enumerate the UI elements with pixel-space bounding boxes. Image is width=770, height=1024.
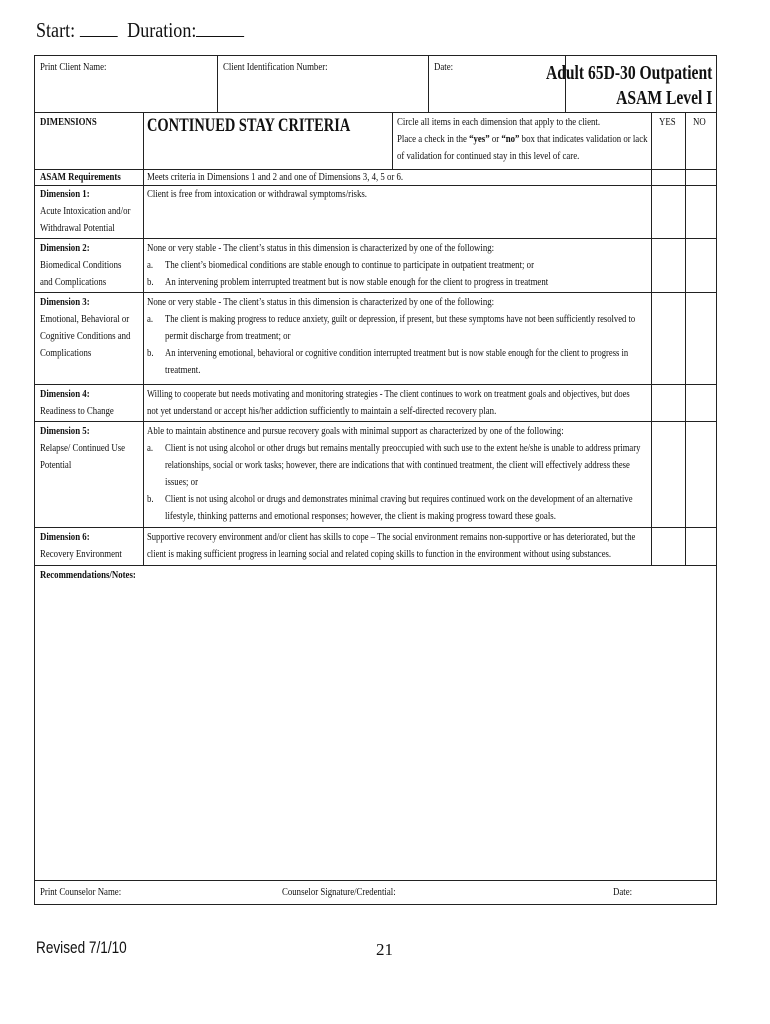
dimension-4-no-box[interactable]: [686, 385, 716, 421]
dimension-2-item-b: An intervening problem interrupted treatment but is now stable enough for the client to progress in treatment: [165, 276, 549, 288]
dimension-5-item-a: Client is not using alcohol or other drugs but remains mentally preoccupied with such use to the extent he/she is unable to address primary: [165, 442, 641, 454]
dimension-6-no-box[interactable]: [686, 528, 716, 565]
dimension-3-subtitle-3: Complications: [40, 347, 92, 359]
instructions-line2: Place a check in the “yes” or “no” box that indicates validation or lack: [397, 133, 648, 145]
duration-field[interactable]: [196, 18, 244, 37]
dimension-3-subtitle: Emotional, Behavioral or: [40, 313, 130, 325]
dimension-1-title: Dimension 1:: [40, 188, 90, 200]
dimension-5-item-a-cont: relationships, social or work tasks; however, there are indications that with continued treatment, the client will effectively address these: [165, 459, 630, 471]
dimension-2-yes-box[interactable]: [652, 239, 685, 292]
dimension-1-criteria: Client is free from intoxication or withdrawal symptoms/risks.: [147, 188, 367, 200]
dimension-3-item-a: The client is making progress to reduce anxiety, guilt or depression, if present, but these symptoms have not been sufficiently resolved to: [165, 313, 636, 325]
continued-stay-form: [34, 55, 717, 905]
recommendations-notes-area[interactable]: [39, 586, 711, 876]
client-name-field[interactable]: [40, 59, 123, 76]
counselor-signature-field[interactable]: [282, 884, 424, 901]
dimension-2-subtitle: Biomedical Conditions: [40, 259, 122, 271]
counselor-name-label: Print Counselor Name:: [40, 886, 122, 898]
dimension-4-criteria: Willing to cooperate but needs motivating and monitoring strategies - The client continues to work on treatment goals and objectives, but does: [147, 388, 630, 400]
asam-requirements-text: Meets criteria in Dimensions 1 and 2 and one of Dimensions 3, 4, 5 or 6.: [147, 171, 404, 183]
client-id-field[interactable]: [223, 59, 354, 76]
date-label: Date:: [434, 61, 454, 73]
dimension-3-item-a-marker: a.: [147, 313, 154, 325]
dimension-3-yes-box[interactable]: [652, 293, 685, 384]
dimension-6-criteria-cont: client is making sufficient progress in learning social and related coping skills to function in the environment without using substances.: [147, 548, 612, 560]
dimension-4-subtitle: Readiness to Change: [40, 405, 114, 417]
criteria-title: CONTINUED STAY CRITERIA: [147, 115, 351, 136]
dimension-5-no-box[interactable]: [686, 422, 716, 527]
dimension-5-subtitle: Relapse/ Continued Use: [40, 442, 126, 454]
counselor-name-field[interactable]: [40, 884, 141, 901]
counselor-signature-label: Counselor Signature/Credential:: [282, 886, 396, 898]
dimension-5-criteria: Able to maintain abstinence and pursue recovery goals with minimal support as characterized by one of the following:: [147, 425, 564, 437]
asam-requirements-label: ASAM Requirements: [40, 171, 121, 183]
dimension-6-yes-box[interactable]: [652, 528, 685, 565]
dimension-1-subtitle: Acute Intoxication and/or: [40, 205, 131, 217]
dimension-2-criteria: None or very stable - The client’s status in this dimension is characterized by one of the following:: [147, 242, 495, 254]
dimension-4-yes-box[interactable]: [652, 385, 685, 421]
dimension-5-item-a-cont-2: issues; or: [165, 476, 198, 488]
instructions-line1: Circle all items in each dimension that apply to the client.: [397, 116, 601, 128]
dimension-3-title: Dimension 3:: [40, 296, 90, 308]
counselor-date-field[interactable]: [613, 884, 637, 901]
instructions-line3: of validation for continued stay in this level of care.: [397, 150, 580, 162]
no-column-header: NO: [693, 116, 706, 128]
start-label: Start:: [36, 18, 76, 42]
dimension-5-item-a-marker: a.: [147, 442, 154, 454]
dimension-5-subtitle-2: Potential: [40, 459, 72, 471]
dimension-1-yes-box[interactable]: [652, 186, 685, 238]
dimension-1-subtitle-2: Withdrawal Potential: [40, 222, 115, 234]
dimension-6-criteria: Supportive recovery environment and/or client has skills to cope – The social environment remains non-supportive or has deteriorated, but the: [147, 531, 636, 543]
dimension-5-item-b: Client is not using alcohol or drugs and demonstrates minimal craving but requires continued work on the development of an alternative: [165, 493, 633, 505]
dimension-5-title: Dimension 5:: [40, 425, 90, 437]
dimension-6-subtitle: Recovery Environment: [40, 548, 122, 560]
duration-label: Duration:: [127, 18, 197, 42]
form-title-line1: Adult 65D-30 Outpatient: [545, 62, 712, 84]
client-name-label: Print Client Name:: [40, 61, 107, 73]
dimension-3-item-b-cont: treatment.: [165, 364, 201, 376]
dimension-3-item-b: An intervening emotional, behavioral or cognitive condition interrupted treatment but is now stable enough for the client to progress in: [165, 347, 629, 359]
recommendations-notes-label: Recommendations/Notes:: [40, 569, 136, 581]
start-field[interactable]: [80, 18, 118, 37]
form-title-line2: ASAM Level I: [615, 87, 712, 109]
date-field[interactable]: [434, 59, 458, 76]
dimension-3-item-b-marker: b.: [147, 347, 154, 359]
dimension-5-item-b-marker: b.: [147, 493, 154, 505]
dimension-3-subtitle-2: Cognitive Conditions and: [40, 330, 131, 342]
counselor-date-label: Date:: [613, 886, 633, 898]
dimension-2-item-a-marker: a.: [147, 259, 154, 271]
dimension-5-item-b-cont: lifestyle, thinking patterns and emotional responses; however, the client is making progress toward these goals.: [165, 510, 556, 522]
dimension-2-subtitle-2: and Complications: [40, 276, 107, 288]
start-duration-line: [36, 18, 278, 43]
dimension-2-item-a: The client’s biomedical conditions are stable enough to continue to participate in outpatient treatment; or: [165, 259, 534, 271]
dimension-6-title: Dimension 6:: [40, 531, 90, 543]
no-emphasis: “no”: [501, 133, 520, 145]
dimension-3-item-a-cont: permit discharge from treatment; or: [165, 330, 291, 342]
dimension-4-criteria-cont: not yet understand or accept his/her addiction sufficiently to maintain a self-directed recovery plan.: [147, 405, 497, 417]
dimension-4-title: Dimension 4:: [40, 388, 90, 400]
dimension-3-criteria: None or very stable - The client’s status in this dimension is characterized by one of the following:: [147, 296, 495, 308]
yes-emphasis: “yes”: [469, 133, 490, 145]
dimension-2-item-b-marker: b.: [147, 276, 154, 288]
dimension-2-title: Dimension 2:: [40, 242, 90, 254]
client-id-label: Client Identification Number:: [223, 61, 328, 73]
dimensions-header: DIMENSIONS: [40, 116, 97, 128]
dimension-2-no-box[interactable]: [686, 239, 716, 292]
dimension-3-no-box[interactable]: [686, 293, 716, 384]
dimension-5-yes-box[interactable]: [652, 422, 685, 527]
revision-date: Revised 7/1/10: [36, 938, 127, 957]
page-number: 21: [376, 940, 393, 959]
dimension-1-no-box[interactable]: [686, 186, 716, 238]
yes-column-header: YES: [659, 116, 676, 128]
